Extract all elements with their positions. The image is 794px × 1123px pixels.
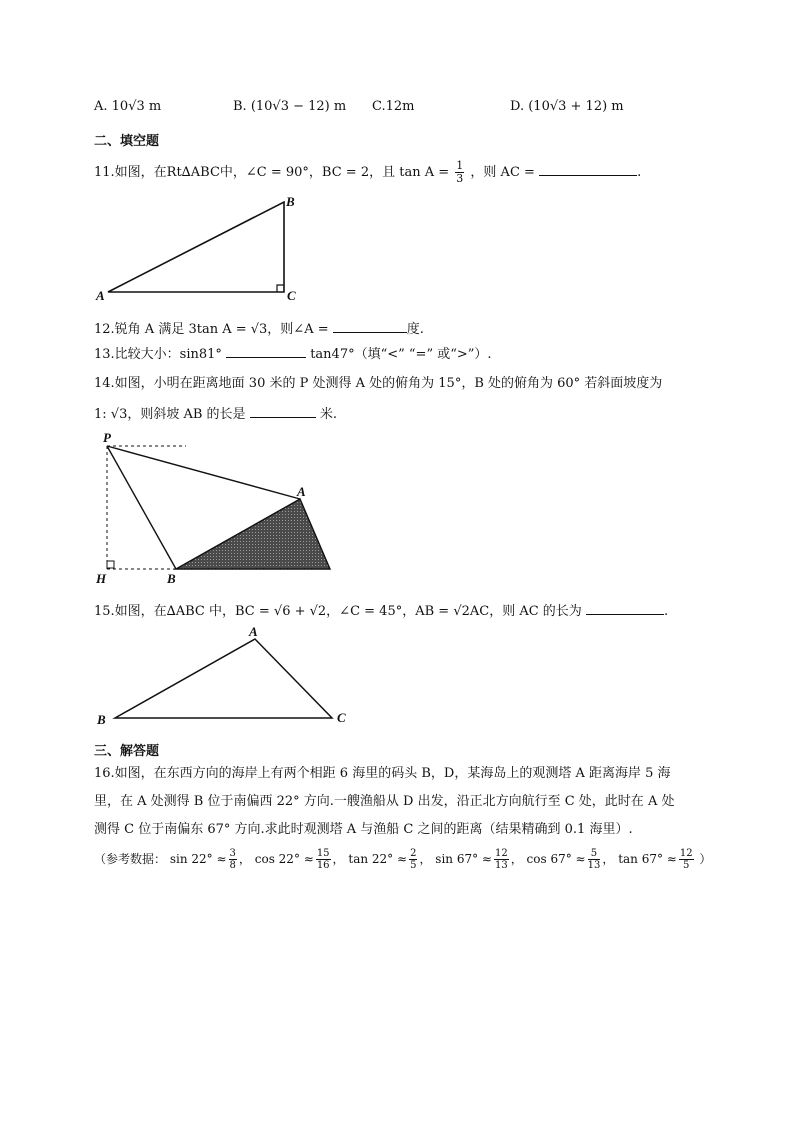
reference-fn: tan 22° ≈ [348,852,408,866]
reference-fraction-den: 5 [683,860,690,871]
reference-fn: tan 67° ≈ [618,852,677,866]
reference-item: tan 22° ≈ $\frac{2}{5}$ ， [348,848,432,871]
question-12-text: 12.锐角 A 满足 3tan A = √3，则∠A = [94,322,329,337]
reference-open: （参考数据： [94,852,167,866]
reference-fraction-num: 5 [588,848,601,860]
answer-blank-11[interactable] [539,163,637,176]
fig11-label-c: C [287,288,296,303]
question-14-line2 [94,403,337,422]
option-a: A. 10√3 m [94,99,162,114]
question-11-end: . [637,165,642,180]
reference-item: cos 22° ≈ $\frac{15}{16}$ ， [254,848,345,871]
question-13 [94,343,492,362]
reference-fraction [409,848,417,871]
reference-item [618,848,695,871]
fig14-label-b: B [167,571,176,586]
fig15-label-b: B [97,712,106,727]
fig14-label-a: A [297,484,306,499]
figure-14-slope [90,430,340,580]
reference-fraction [588,848,601,871]
section-title-solve: 三、解答题 [94,744,160,759]
question-12-end: 度. [406,322,424,337]
fig11-label-a: A [96,288,105,303]
reference-fn: cos 67° ≈ [526,852,586,866]
reference-fraction [494,848,509,871]
question-15-prefix: 15.如图，在∆ABC 中，BC = √6 + √2，∠C = 45°，AB = √2AC，则 AC 的长为 [94,604,582,619]
answer-blank-15[interactable] [586,602,664,615]
question-12 [94,318,424,337]
right-angle-mark [277,285,284,292]
reference-fn: sin 67° ≈ [435,852,492,866]
right-angle-mark [107,561,114,568]
question-13-prefix: 13.比较大小：sin81° [94,347,222,362]
option-d: D. (10√3 + 12) m [510,99,624,114]
reference-item: cos 67° ≈ $\frac{5}{13}$ ， [526,848,615,871]
option-c: C.12m [372,99,415,114]
reference-fn: cos 22° ≈ [254,852,314,866]
reference-fraction-num: 12 [679,848,693,859]
reference-fraction [229,848,237,871]
reference-fraction-num: 2 [410,848,417,859]
reference-fraction-num: 15 [316,848,330,859]
fig14-label-p: P [103,430,111,445]
reference-fraction-num: 3 [229,848,236,859]
reference-fraction-den: 13 [587,860,601,871]
question-16-line2: 里，在 A 处测得 B 位于南偏西 22° 方向.一艘渔船从 D 出发，沿正北方向航行至 C 处，此时在 A 处 [94,794,675,809]
answer-blank-12[interactable] [333,320,407,333]
question-14-line2-suffix: 米. [319,407,337,422]
answer-blank-14[interactable] [250,405,316,418]
question-11-fraction [455,160,464,185]
question-15-end: . [663,604,669,619]
reference-fraction-den: 16 [316,860,330,871]
question-16-reference [94,848,711,871]
answer-blank-13[interactable] [226,345,306,358]
line-pb [107,446,176,569]
reference-item: sin 22° ≈ $\frac{3}{8}$ ， [169,848,251,871]
reference-fraction-den: 13 [494,860,508,871]
fig15-label-c: C [337,710,346,725]
fig15-label-a: A [249,624,258,639]
reference-fraction-num: 12 [494,848,508,859]
question-11-suffix: ，则 AC = [470,165,535,180]
option-b: B. (10√3 − 12) m [233,99,347,114]
triangle-abc [115,639,332,718]
reference-item: sin 67° ≈ $\frac{12}{13}$ ， [435,848,523,871]
reference-fn: sin 22° ≈ [169,852,227,866]
figure-15-triangle [100,630,340,730]
question-13-suffix: tan47°（填“<” “=” 或“>”）. [310,347,492,362]
section-title-fill: 二、填空题 [94,134,160,149]
question-11-fraction-num: 1 [456,159,464,172]
reference-fraction [679,848,694,871]
question-16-line1: 16.如图，在东西方向的海岸上有两个相距 6 海里的码头 B，D，某海岛上的观测塔 A 距离海岸 5 海 [94,766,671,781]
question-14-line2-prefix: 1: √3，则斜坡 AB 的长是 [94,407,246,422]
fig11-label-b: B [286,194,295,209]
reference-fraction-den: 8 [229,860,236,871]
slope-shaded-region [176,499,330,569]
question-11 [94,160,641,185]
fig14-label-h: H [96,571,107,586]
question-15 [94,600,668,619]
reference-close: ） [699,852,712,866]
reference-fraction-den: 5 [410,860,417,871]
question-14-line1: 14.如图，小明在距离地面 30 米的 P 处测得 A 处的俯角为 15°，B 处的俯角为 60° 若斜面坡度为 [94,376,663,391]
question-16-line3: 测得 C 位于南偏东 67° 方向.求此时观测塔 A 与渔船 C 之间的距离（结果精确到 0.1 海里）. [94,822,633,837]
triangle-abc [108,202,284,292]
line-pa [107,446,300,499]
question-11-prefix: 11.如图，在Rt∆ABC中，∠C = 90°，BC = 2，且 tan A = [94,165,450,180]
reference-fraction [316,848,331,871]
question-11-fraction-den: 3 [456,172,464,185]
